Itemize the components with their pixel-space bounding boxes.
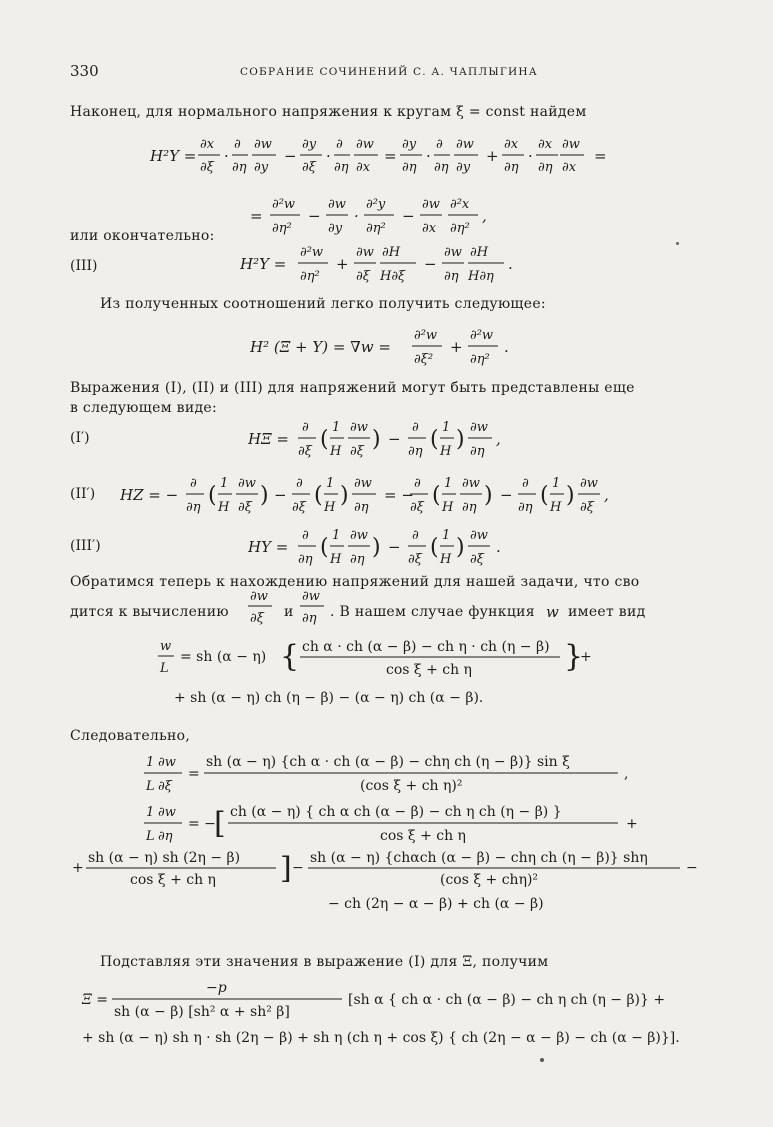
svg-text:L: L	[146, 829, 155, 844]
svg-text:−: −	[284, 147, 297, 165]
svg-text:∂w: ∂w	[250, 589, 268, 604]
svg-text:HΥ =: HΥ =	[248, 538, 289, 556]
svg-text:∂w: ∂w	[444, 245, 462, 260]
svg-text:∂y: ∂y	[402, 137, 417, 152]
svg-text:(: (	[430, 427, 439, 452]
svg-text:∂²w: ∂²w	[300, 245, 324, 260]
paragraph-5-line2a: дится к вычислению	[70, 604, 229, 620]
svg-text:1: 1	[220, 476, 229, 491]
svg-text:∂ξ: ∂ξ	[408, 552, 422, 567]
svg-text:,: ,	[496, 430, 501, 448]
svg-text:∂H: ∂H	[470, 245, 489, 260]
svg-text:∂x: ∂x	[200, 137, 215, 152]
svg-text:∂: ∂	[522, 476, 529, 491]
svg-text:.: .	[504, 338, 509, 356]
page-number: 330	[70, 62, 99, 80]
svg-text:sh (α − η) {chαch (α − β) − ch: sh (α − η) {chαch (α − β) − chη ch (η − β)} shη	[310, 850, 648, 866]
svg-text:H: H	[440, 552, 452, 567]
svg-text:H: H	[440, 444, 452, 459]
paragraph-7: Подставляя эти значения в выражение (I) для Ξ, получим	[100, 954, 549, 970]
paragraph-6: Следовательно,	[70, 728, 191, 744]
svg-text:+: +	[72, 860, 84, 876]
svg-text:∂η: ∂η	[350, 552, 365, 567]
eq1-lhs: H²Υ =	[150, 147, 197, 165]
svg-text:L: L	[146, 779, 155, 794]
svg-text:ch α · ch (α − β) − ch η · ch: ch α · ch (α − β) − ch η · ch (η − β)	[302, 639, 550, 655]
svg-text:−: −	[686, 860, 698, 876]
svg-text:∂ξ: ∂ξ	[356, 269, 370, 284]
svg-text:∂²x: ∂²x	[450, 197, 470, 212]
svg-text:∂ξ: ∂ξ	[292, 500, 306, 515]
svg-text:.: .	[496, 538, 501, 556]
paragraph-1: Наконец, для нормального напряжения к кругам ξ = const найдем	[70, 104, 587, 120]
svg-text:−: −	[308, 207, 321, 225]
svg-text:∂η²: ∂η²	[470, 352, 490, 367]
svg-text:·: ·	[224, 147, 229, 165]
svg-text:∂: ∂	[336, 137, 343, 152]
svg-text:(cos ξ + chη)²: (cos ξ + chη)²	[440, 872, 539, 888]
label-II-prime: (II′)	[70, 486, 96, 502]
equation-dw-dxi	[138, 750, 638, 798]
svg-text:∂: ∂	[414, 476, 421, 491]
svg-text:): )	[566, 483, 575, 508]
svg-text:∂w: ∂w	[456, 137, 474, 152]
paragraph-2: или окончательно:	[70, 228, 215, 244]
svg-text:]: ]	[280, 851, 292, 886]
svg-text:∂η²: ∂η²	[450, 221, 470, 236]
svg-text:∂w: ∂w	[158, 755, 176, 770]
svg-text:∂²w: ∂²w	[470, 328, 494, 343]
svg-text:= −: = −	[188, 816, 216, 832]
svg-text:∂w: ∂w	[302, 589, 320, 604]
svg-text:∂x: ∂x	[562, 160, 577, 175]
svg-text:∂η: ∂η	[354, 500, 369, 515]
svg-text:=: =	[594, 147, 607, 165]
svg-text:−: −	[424, 255, 437, 273]
svg-text:∂η: ∂η	[462, 500, 477, 515]
svg-text:H²Υ =: H²Υ =	[240, 255, 287, 273]
svg-text:H∂ξ: H∂ξ	[380, 269, 406, 284]
svg-text:Ξ =: Ξ =	[82, 992, 109, 1008]
svg-text:∂w: ∂w	[580, 476, 598, 491]
svg-text:∂²w: ∂²w	[272, 197, 296, 212]
equation-II-prime	[120, 468, 700, 518]
svg-text:∂η²: ∂η²	[300, 269, 320, 284]
svg-text:∂w: ∂w	[356, 137, 374, 152]
svg-text:H² (Ξ + Υ) = ∇w =: H² (Ξ + Υ) = ∇w =	[250, 338, 391, 356]
svg-text:−p: −p	[206, 980, 227, 996]
svg-text:∂: ∂	[190, 476, 197, 491]
svg-text:∂ξ: ∂ξ	[158, 779, 172, 794]
svg-text:∂: ∂	[412, 528, 419, 543]
svg-text:∂η: ∂η	[302, 611, 317, 626]
svg-text:∂η: ∂η	[232, 160, 247, 175]
label-III-prime: (III′)	[70, 538, 101, 554]
svg-text:(: (	[540, 483, 549, 508]
svg-text:}: }	[564, 639, 584, 674]
svg-text:L: L	[160, 661, 169, 676]
equation-III	[240, 238, 570, 288]
svg-text:HZ = −: HZ = −	[120, 486, 179, 504]
svg-text:∂η: ∂η	[408, 444, 423, 459]
svg-text:−: −	[402, 207, 415, 225]
function-w-symbol: w	[546, 603, 559, 621]
svg-text:1: 1	[332, 420, 341, 435]
svg-text:∂w: ∂w	[422, 197, 440, 212]
dw-dxi-fraction	[246, 586, 276, 628]
svg-text:+ sh (α − η) ch (η − β) − (α −: + sh (α − η) ch (η − β) − (α − η) ch (α − β).	[174, 690, 484, 706]
svg-text:∂²w: ∂²w	[414, 328, 438, 343]
svg-text:∂y: ∂y	[328, 221, 343, 236]
svg-text:(: (	[432, 483, 441, 508]
svg-text:cos ξ + ch η: cos ξ + ch η	[380, 828, 466, 844]
svg-text:∂w: ∂w	[562, 137, 580, 152]
svg-text:cos ξ + ch η: cos ξ + ch η	[130, 872, 216, 888]
svg-text:+: +	[336, 255, 349, 273]
svg-text:∂ξ: ∂ξ	[470, 552, 484, 567]
svg-text:∂w: ∂w	[350, 528, 368, 543]
svg-text:(cos ξ + ch η)²: (cos ξ + ch η)²	[360, 778, 463, 794]
svg-text:∂: ∂	[302, 528, 309, 543]
svg-text:∂: ∂	[296, 476, 303, 491]
svg-text:∂²y: ∂²y	[366, 197, 386, 212]
svg-text:,: ,	[604, 486, 609, 504]
svg-text:∂: ∂	[436, 137, 443, 152]
svg-text:∂η: ∂η	[518, 500, 533, 515]
svg-text:∂η: ∂η	[434, 160, 449, 175]
svg-text:): )	[456, 535, 465, 560]
svg-text:sh (α − β) [sh² α + sh² β]: sh (α − β) [sh² α + sh² β]	[114, 1004, 290, 1020]
svg-text:1: 1	[326, 476, 335, 491]
svg-text:∂ξ: ∂ξ	[350, 444, 364, 459]
svg-text:∂x: ∂x	[422, 221, 437, 236]
svg-text:∂w: ∂w	[356, 245, 374, 260]
svg-text:(: (	[430, 535, 439, 560]
equation-w	[150, 632, 650, 712]
svg-text:(: (	[314, 483, 323, 508]
svg-text:= sh (α − η): = sh (α − η)	[180, 649, 267, 665]
paragraph-4-line1: Выражения (I), (II) и (III) для напряжений могут быть представлены еще	[70, 380, 635, 396]
svg-text:∂η: ∂η	[402, 160, 417, 175]
svg-text:∂ξ: ∂ξ	[200, 160, 214, 175]
svg-text:∂η²: ∂η²	[366, 221, 386, 236]
svg-text:,: ,	[482, 207, 487, 225]
svg-text:(: (	[320, 535, 329, 560]
svg-text:∂ξ: ∂ξ	[302, 160, 316, 175]
svg-text:∂w: ∂w	[354, 476, 372, 491]
svg-text:HΞ =: HΞ =	[248, 430, 289, 448]
svg-text:H: H	[330, 552, 342, 567]
svg-text:+ sh (α − η) sh η · sh (2η − β: + sh (α − η) sh η · sh (2η − β) + sh η (ch η + cos ξ) { ch (2η − α − β) − ch (α − β)}].	[82, 1030, 680, 1046]
paragraph-3: Из полученных соотношений легко получить следующее:	[100, 296, 546, 312]
svg-text:∂y: ∂y	[254, 160, 269, 175]
svg-text:∂η: ∂η	[334, 160, 349, 175]
svg-text:∂ξ: ∂ξ	[238, 500, 252, 515]
equation-Xi	[80, 976, 720, 1056]
svg-text:∂y: ∂y	[302, 137, 317, 152]
printing-speck	[540, 1058, 544, 1062]
svg-text:+: +	[450, 338, 463, 356]
svg-text:∂η: ∂η	[444, 269, 459, 284]
svg-text:[sh α { ch α · ch (α − β) − ch: [sh α { ch α · ch (α − β) − ch η ch (η − β)} +	[348, 992, 666, 1008]
svg-text:H: H	[330, 444, 342, 459]
svg-text:∂η: ∂η	[158, 829, 173, 844]
svg-text:−: −	[500, 486, 513, 504]
paragraph-5-and: и	[284, 604, 294, 620]
dw-deta-fraction	[298, 586, 328, 628]
svg-text:w: w	[160, 639, 172, 654]
svg-text:= −: = −	[384, 486, 414, 504]
svg-text:sh (α − η) sh (2η − β): sh (α − η) sh (2η − β)	[88, 850, 241, 866]
label-III: (III)	[70, 258, 98, 274]
svg-text:∂η: ∂η	[186, 500, 201, 515]
svg-text:,: ,	[624, 766, 629, 782]
svg-text:): )	[372, 427, 381, 452]
svg-text:∂w: ∂w	[462, 476, 480, 491]
printing-speck	[676, 242, 679, 245]
svg-text:∂w: ∂w	[470, 528, 488, 543]
svg-text:{: {	[280, 639, 300, 674]
paragraph-5-line2c: . В нашем случае функция	[330, 604, 535, 620]
svg-text:[: [	[214, 806, 226, 841]
equation-III-prime	[248, 520, 568, 570]
svg-text:∂x: ∂x	[356, 160, 371, 175]
svg-text:H: H	[218, 500, 230, 515]
svg-text:∂: ∂	[234, 137, 241, 152]
svg-text:∂ξ: ∂ξ	[250, 611, 264, 626]
svg-text:=: =	[188, 766, 200, 782]
svg-text:1: 1	[146, 805, 155, 820]
svg-text:1: 1	[552, 476, 561, 491]
svg-text:∂x: ∂x	[504, 137, 519, 152]
svg-text:∂ξ: ∂ξ	[298, 444, 312, 459]
svg-text:∂ξ²: ∂ξ²	[414, 352, 434, 367]
svg-text:∂η: ∂η	[470, 444, 485, 459]
svg-text:): )	[484, 483, 493, 508]
svg-text:): )	[456, 427, 465, 452]
svg-text:∂: ∂	[302, 420, 309, 435]
svg-text:∂w: ∂w	[328, 197, 346, 212]
svg-text:+: +	[486, 147, 499, 165]
svg-text:(: (	[208, 483, 217, 508]
svg-text:1: 1	[444, 476, 453, 491]
svg-text:sh (α − η) {ch α · ch (α − β): sh (α − η) {ch α · ch (α − β) − chη ch (η − β)} sin ξ	[206, 754, 570, 770]
svg-text:H∂η: H∂η	[468, 269, 494, 284]
svg-text:H: H	[550, 500, 562, 515]
svg-text:1: 1	[146, 755, 155, 770]
svg-text:=: =	[250, 207, 263, 225]
svg-text:∂w: ∂w	[470, 420, 488, 435]
running-title: СОБРАНИЕ СОЧИНЕНИЙ С. А. ЧАПЛЫГИНА	[240, 66, 538, 78]
svg-text:−: −	[388, 430, 401, 448]
svg-text:(: (	[320, 427, 329, 452]
equation-I-prime	[248, 414, 568, 464]
equation-laplace	[250, 320, 540, 372]
svg-text:): )	[340, 483, 349, 508]
svg-text:∂η: ∂η	[538, 160, 553, 175]
svg-text:+: +	[626, 816, 638, 832]
svg-text:∂y: ∂y	[456, 160, 471, 175]
svg-text:∂w: ∂w	[254, 137, 272, 152]
svg-text:·: ·	[528, 147, 533, 165]
svg-text:·: ·	[354, 207, 359, 225]
svg-text:+: +	[580, 649, 592, 665]
svg-text:∂η: ∂η	[298, 552, 313, 567]
svg-text:1: 1	[442, 420, 451, 435]
svg-text:.: .	[508, 255, 513, 273]
svg-text:∂w: ∂w	[350, 420, 368, 435]
svg-text:∂w: ∂w	[158, 805, 176, 820]
svg-text:H: H	[442, 500, 454, 515]
svg-text:·: ·	[326, 147, 331, 165]
svg-text:H: H	[324, 500, 336, 515]
svg-text:∂: ∂	[412, 420, 419, 435]
svg-text:·: ·	[426, 147, 431, 165]
paragraph-5-line2d: имеет вид	[568, 604, 646, 620]
svg-text:∂H: ∂H	[382, 245, 401, 260]
paragraph-5-line1: Обратимся теперь к нахождению напряжений для нашей задачи, что сво	[70, 574, 640, 590]
svg-text:∂x: ∂x	[538, 137, 553, 152]
svg-text:−: −	[388, 538, 401, 556]
svg-text:=: =	[384, 147, 397, 165]
svg-text:ch (α − η) { ch α ch (α − β) −: ch (α − η) { ch α ch (α − β) − ch η ch (η − β) }	[230, 804, 562, 820]
svg-text:∂ξ: ∂ξ	[410, 500, 424, 515]
svg-text:∂w: ∂w	[238, 476, 256, 491]
svg-text:cos ξ + ch η: cos ξ + ch η	[386, 662, 472, 678]
svg-text:): )	[260, 483, 269, 508]
svg-text:−: −	[274, 486, 287, 504]
svg-text:∂η: ∂η	[504, 160, 519, 175]
svg-text:1: 1	[442, 528, 451, 543]
svg-text:1: 1	[332, 528, 341, 543]
svg-text:− ch (2η − α − β) + ch (α − β): − ch (2η − α − β) + ch (α − β)	[328, 896, 544, 912]
svg-text:∂η²: ∂η²	[272, 221, 292, 236]
paragraph-4-line2: в следующем виде:	[70, 400, 217, 416]
svg-text:): )	[372, 535, 381, 560]
svg-text:−: −	[292, 860, 304, 876]
svg-text:∂ξ: ∂ξ	[580, 500, 594, 515]
label-I-prime: (I′)	[70, 430, 90, 446]
equation-dw-deta	[70, 800, 720, 940]
